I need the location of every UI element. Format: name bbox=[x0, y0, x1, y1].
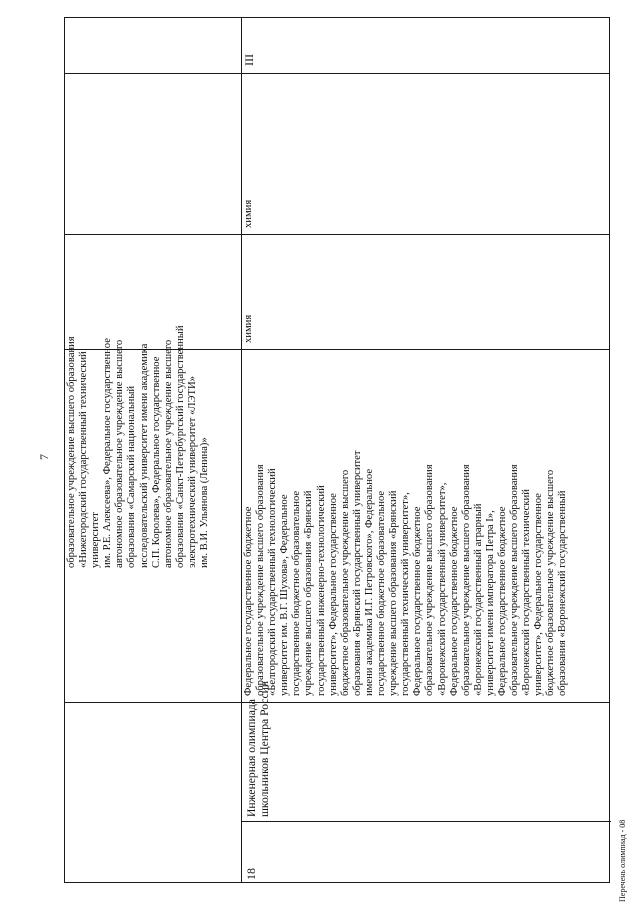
page-number: 7 bbox=[37, 454, 51, 460]
column-divider-number bbox=[241, 821, 611, 822]
level-cell: III bbox=[242, 54, 256, 66]
institutions-list: Федеральное государственное бюджетное образовательное учреждение высшего образования «Белгородский государственный технологический университет им. В.Г. Шухова», Федеральное государственное бюджетное образовательное учреждение высшего образования «Брянский государственный инженерно-технологический университет», Федеральное государственное бюджетное образовательное учреждение высшего образования «Брянский государственный университет имени академика И.Г. Петровского», Федеральное государственное бюджетное образовательное учреждение высшего образования «Брянский государственный технический университет», Федеральное государственное бюджетное образовательное учреждение высшего образования «Воронежский государственный университет», Федеральное государственное бюджетное образовательное учреждение высшего образования «Воронежский государственный аграрный университет имени императора Петра I», Федеральное государственное бюджетное образовательное учреждение высшего образования «Воронежский государственный технический университет», Федеральное государственное бюджетное образовательное учреждение высшего образования «Воронежский государственный bbox=[243, 450, 569, 696]
column-divider-olympiad bbox=[65, 702, 609, 703]
olympiad-name: Инженерная олимпиада школьников Центра России bbox=[245, 680, 271, 817]
profile-cell: химия bbox=[243, 314, 254, 343]
page-footer: Перечень олимпиад - 08 bbox=[618, 819, 627, 902]
subject-cell: химия bbox=[243, 199, 254, 228]
column-divider-subject bbox=[65, 73, 609, 74]
prev-row-institutions: образовательное учреждение высшего образования «Нижегородский государственный технический университет им. Р.Е. Алексеева», Федеральное государственное автономное образовательное учреждение высшего образования «Самарский национальный исследовательский университет имени академика С.П. Королева», Федеральное государственное автономное образовательное учреждение высшего образования «Санкт-Петербургский государственный электротехнический университет «ЛЭТИ» им. В.И. Ульянова (Ленина)» bbox=[66, 325, 211, 568]
row-number: 18 bbox=[244, 868, 258, 880]
